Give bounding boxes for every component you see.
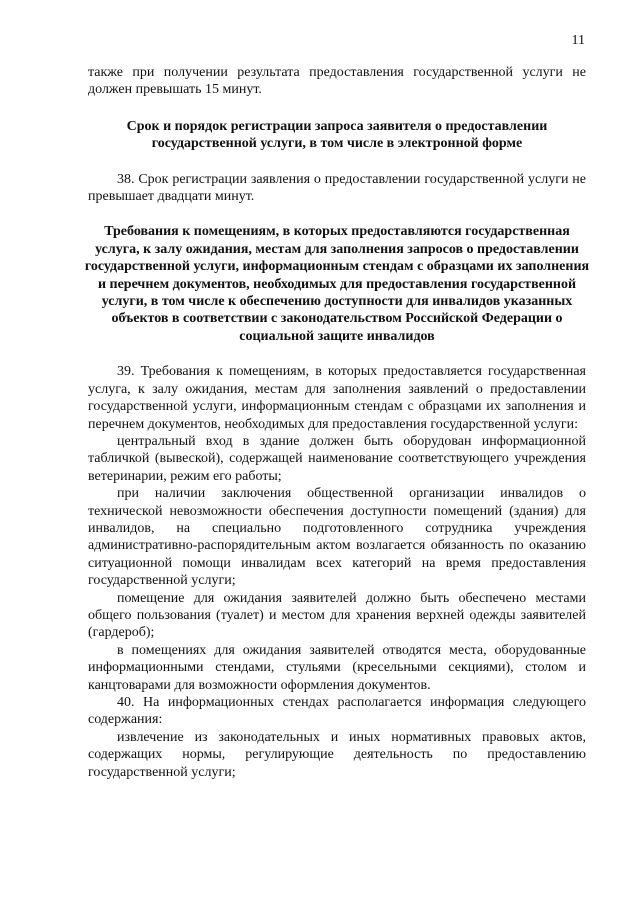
- page-number: 11: [571, 33, 585, 48]
- paragraph-40-item: извлечение из законодательных и иных нормативных правовых актов, содержащих нормы, регулирующие деятельность по предоставлению государственной услуги;: [88, 729, 586, 780]
- paragraph-39-item: в помещениях для ожидания заявителей отводятся места, оборудованные информационными стендами, стульями (кресельными секциями), столом и канцтоварами для возможности оформления документов.: [88, 642, 586, 693]
- paragraph-39-item: помещение для ожидания заявителей должно быть обеспечено местами общего пользования (туалет) и местом для хранения верхней одежды заявителей (гардероб);: [88, 590, 586, 641]
- paragraph-38: 38. Срок регистрации заявления о предоставлении государственной услуги не превышает двадцати минут.: [88, 171, 586, 205]
- paragraph-39-item: при наличии заключения общественной организации инвалидов о технической невозможности обеспечения доступности помещений (здания) для инвалидов, на специально подготовленного сотрудника учреждения административно-распорядительным актом возлагается обязанность по оказанию ситуационной помощи инвалидам всех категорий на время предоставления государственной услуги;: [88, 486, 586, 589]
- paragraph-40: 40. На информационных стендах располагается информация следующего содержания:: [88, 695, 586, 728]
- document-body: [84, 64, 590, 781]
- paragraph-39-item: центральный вход в здание должен быть оборудован информационной табличкой (вывеской), содержащей наименование соответствующего учреждения ветеринарии, режим его работы;: [88, 433, 586, 484]
- intro-paragraph: также при получении результата предоставления государственной услуги не должен превышать 15 минут.: [88, 65, 586, 98]
- paragraph-39: 39. Требования к помещениям, в которых предоставляется государственная услуга, к залу ожидания, местам для заполнения заявлений о предоставлении государственной услуги, информационным стендам с образцами их заполнения и перечнем документов, необходимых для предоставления государственной услуги:: [88, 364, 586, 432]
- section-heading-registration: Срок и порядок регистрации запроса заявителя о предоставлении государственной услуги, в том числе в электронной форме: [126, 118, 548, 152]
- section-heading-premises: Требования к помещениям, в которых предоставляются государственная услуга, к залу ожидания, местам для заполнения запросов о предоставлении государственной услуги, информационным стендам с образцами их заполнения и перечнем документов, необходимых для предоставления государственной услуги, в том числе к обеспечению доступности для инвалидов указанных объектов в соответствии с законодательством Российской Федерации о социальной защите инвалидов: [84, 224, 590, 344]
